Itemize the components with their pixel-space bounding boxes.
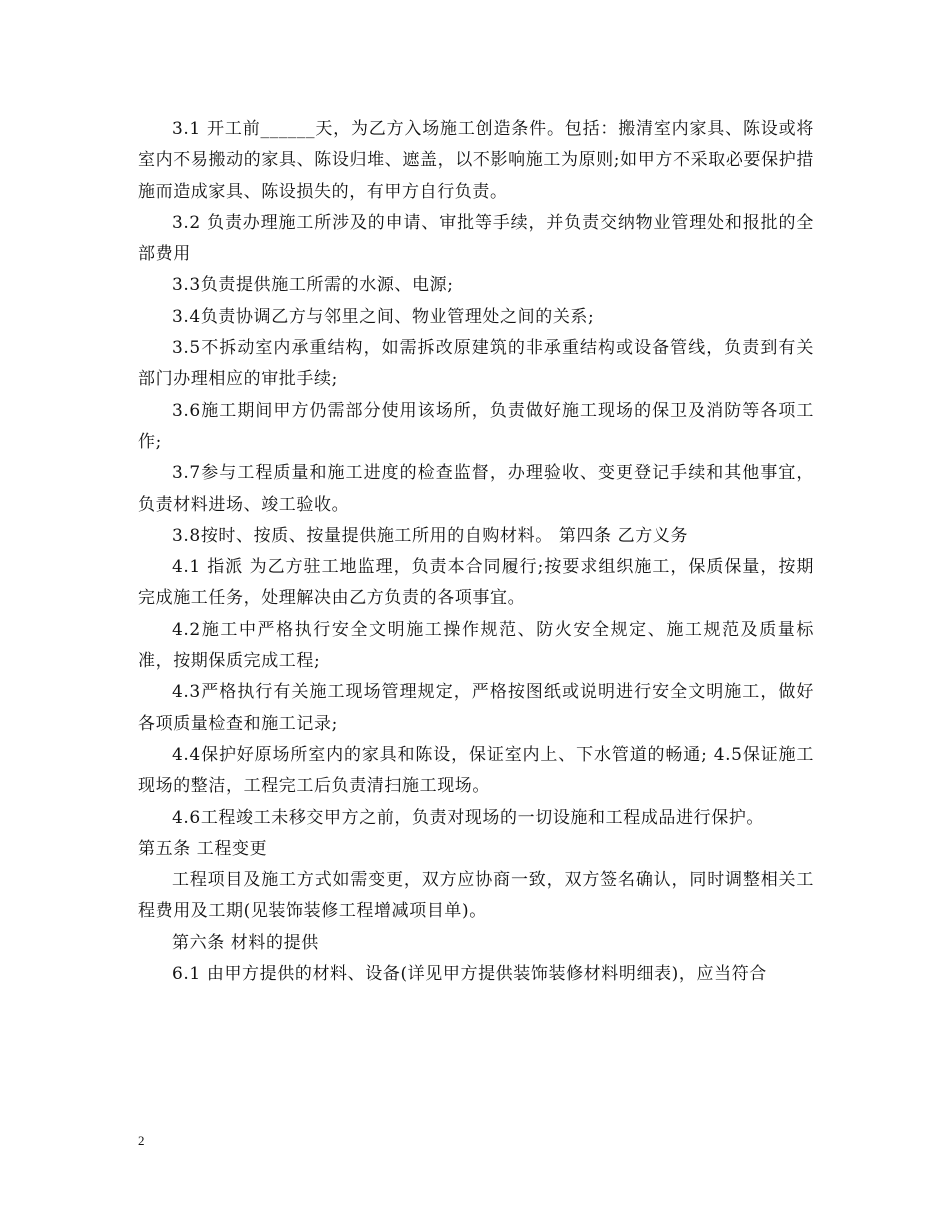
paragraph: 3.1 开工前______天，为乙方入场施工创造条件。包括：搬清室内家具、陈设或将室内不易搬动的家具、陈设归堆、遮盖，以不影响施工为原则;如甲方不采取必要保护措施而造成家具、陈设损失的，有甲方自行负责。 <box>138 119 814 202</box>
paragraph: 4.4保护好原场所室内的家具和陈设，保证室内上、下水管道的畅通; 4.5保证施工现场的整洁，工程完工后负责清扫施工现场。 <box>138 744 814 797</box>
paragraph: 3.5不拆动室内承重结构，如需拆改原建筑的非承重结构或设备管线，负责到有关部门办理相应的审批手续; <box>138 338 814 390</box>
paragraph: 3.3负责提供施工所需的水源、电源; <box>172 275 454 296</box>
document-body <box>138 114 814 990</box>
paragraph: 工程项目及施工方式如需变更，双方应协商一致，双方签名确认，同时调整相关工程费用及工期(见装饰装修工程增减项目单)。 <box>138 870 814 922</box>
paragraph: 3.7参与工程质量和施工进度的检查监督，办理验收、变更登记手续和其他事宜，负责材料进场、竣工验收。 <box>138 463 814 515</box>
paragraph: 4.3严格执行有关施工现场管理规定，严格按图纸或说明进行安全文明施工，做好各项质量检查和施工记录; <box>138 682 814 734</box>
paragraph: 4.6工程竣工未移交甲方之前，负责对现场的一切设施和工程成品进行保护。 <box>172 807 765 828</box>
paragraph: 4.1 指派 为乙方驻工地监理，负责本合同履行;按要求组织施工，保质保量，按期完成施工任务，处理解决由乙方负责的各项事宜。 <box>138 557 814 609</box>
paragraph: 第五条 工程变更 <box>138 838 268 859</box>
paragraph: 6.1 由甲方提供的材料、设备(详见甲方提供装饰装修材料明细表)，应当符合 <box>172 964 767 985</box>
page-number: 2 <box>138 1133 145 1148</box>
paragraph: 3.8按时、按质、按量提供施工所用的自购材料。 第四条 乙方义务 <box>172 525 689 546</box>
paragraph: 4.2施工中严格执行安全文明施工操作规范、防火安全规定、施工规范及质量标准，按期保质完成工程; <box>138 619 814 672</box>
paragraph: 第六条 材料的提供 <box>172 932 319 953</box>
paragraph: 3.6施工期间甲方仍需部分使用该场所，负责做好施工现场的保卫及消防等各项工作; <box>138 400 814 452</box>
paragraph: 3.2 负责办理施工所涉及的申请、审批等手续，并负责交纳物业管理处和报批的全部费用 <box>138 212 814 265</box>
paragraph: 3.4负责协调乙方与邻里之间、物业管理处之间的关系; <box>172 306 595 327</box>
